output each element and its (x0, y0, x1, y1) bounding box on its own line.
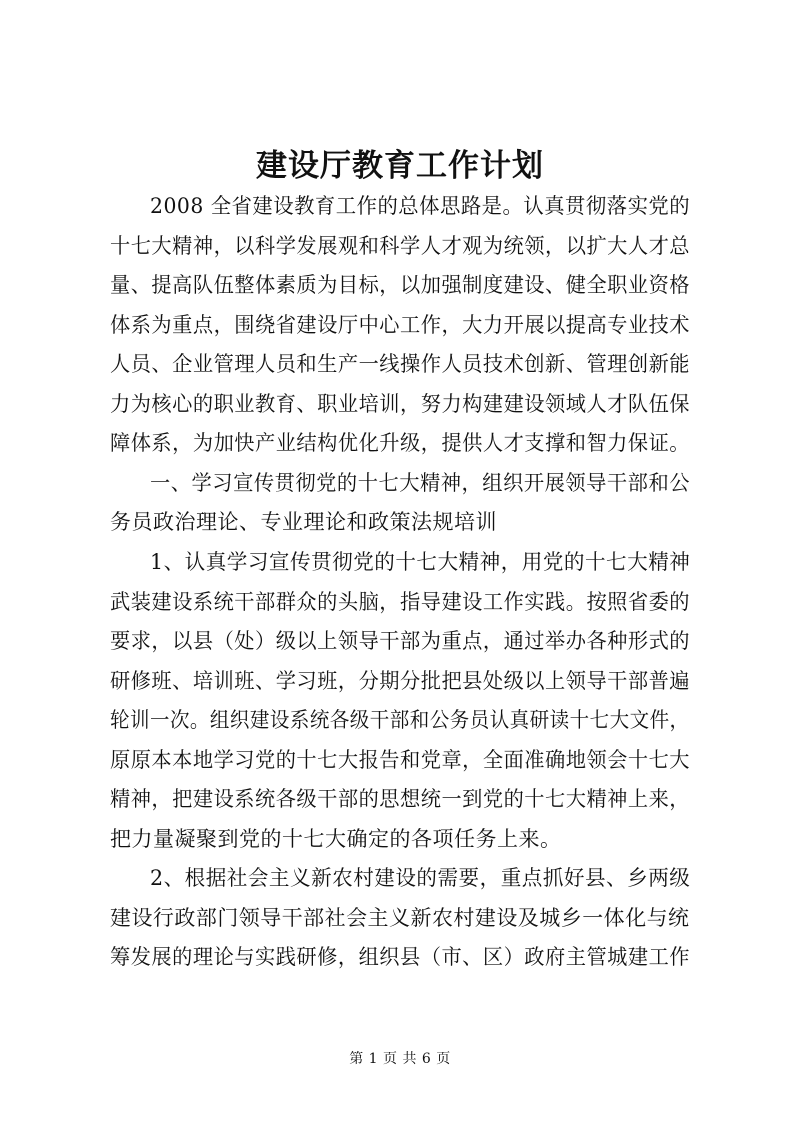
text-line: 人员、企业管理人员和生产一线操作人员技术创新、管理创新能 (110, 352, 691, 376)
text-line: 把力量凝聚到党的十七大确定的各项任务上来。 (110, 827, 562, 851)
text-line: 精神，把建设系统各级干部的思想统一到党的十七大精神上来， (110, 787, 691, 811)
document-title: 建设厅教育工作计划 (256, 148, 544, 184)
text-line: 务员政治理论、专业理论和政策法规培训 (110, 510, 497, 534)
text-line: 一、学习宣传贯彻党的十七大精神，组织开展领导干部和公 (150, 471, 690, 495)
text-line: 体系为重点，围绕省建设厅中心工作，大力开展以提高专业技术 (110, 313, 691, 337)
text-line: 筹发展的理论与实践研修，组织县（市、区）政府主管城建工作 (110, 945, 691, 969)
text-line: 1、认真学习宣传贯彻党的十七大精神，用党的十七大精神 (150, 550, 691, 574)
text-line: 2008 全省建设教育工作的总体思路是。认真贯彻落实党的 (150, 194, 691, 218)
text-line: 研修班、培训班、学习班，分期分批把县处级以上领导干部普遍 (110, 669, 691, 693)
text-line: 建设行政部门领导干部社会主义新农村建设及城乡一体化与统 (110, 906, 690, 930)
text-line: 量、提高队伍整体素质为目标，以加强制度建设、健全职业资格 (110, 273, 691, 297)
text-line: 武装建设系统干部群众的头脑，指导建设工作实践。按照省委的 (110, 590, 691, 614)
text-line: 2、根据社会主义新农村建设的需要，重点抓好县、乡两级 (150, 866, 691, 890)
text-line: 障体系，为加快产业结构优化升级，提供人才支撑和智力保证。 (110, 431, 691, 455)
text-line: 要求，以县（处）级以上领导干部为重点，通过举办各种形式的 (110, 629, 691, 653)
text-line: 十七大精神，以科学发展观和科学人才观为统领，以扩大人才总 (110, 234, 691, 258)
text-line: 轮训一次。组织建设系统各级干部和公务员认真研读十七大文件， (110, 708, 690, 732)
page-footer: 第 1 页 共 6 页 (349, 1051, 451, 1067)
text-line: 力为核心的职业教育、职业培训，努力构建建设领域人才队伍保 (110, 392, 691, 416)
text-line: 原原本本地学习党的十七大报告和党章，全面准确地领会十七大 (110, 748, 691, 772)
